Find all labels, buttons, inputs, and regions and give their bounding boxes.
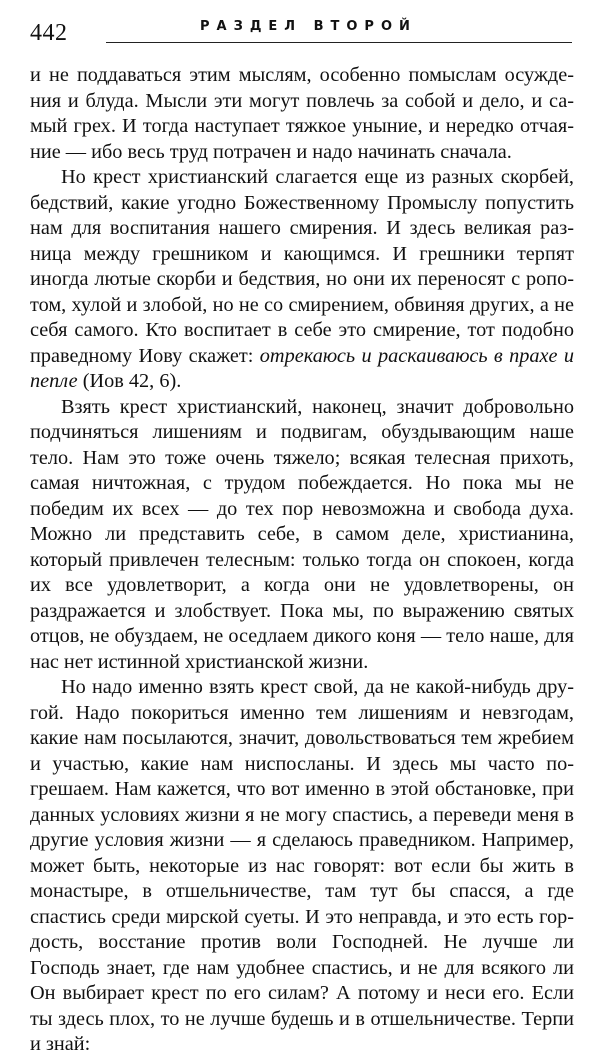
paragraph-1: и не поддаваться этим мыслям, особенно помыслам осуждения и блуда. Мысли эти могут повлечь за собой и дело, и самый грех. И тогда наступает тяжкое уныние, и нередко отчаяние — ибо весь труд потрачен и надо начинать сначала. (30, 64, 574, 163)
section-title: РАЗДЕЛ ВТОРОЙ (200, 19, 417, 34)
scripture-quote: отрекаюсь и раскаиваюсь в прахе и пепле (30, 344, 575, 392)
page-number: 442 (30, 20, 68, 46)
running-header (30, 15, 575, 51)
header-rule (106, 42, 572, 43)
paragraph-2-text: Но крест христианский слагается еще из разных скорбей, бедствий, какие угодно Божественному Промыслу попустить нам для воспитания нашего смирения. И здесь великая разница между грешником и кающимся. И грешники терпят иногда лютые скорби и бедствия, но они их переносят с ропотом, хулой и злобой, но не со смирением, обвиняя других, а не себя самого. Кто воспитает в себе это смирение, тот подобно праведному Иову скажет: (30, 166, 574, 367)
scripture-reference: (Иов 42, 6). (77, 370, 182, 392)
paragraph-4: Но надо именно взять крест свой, да не какой-нибудь другой. Надо покориться именно тем лишениям и невзгодам, какие нам посылаются, значит, довольствоваться тем жребием и участью, какие нам ниспосланы. И здесь мы часто погрешаем. Нам кажется, что вот именно в этой обстановке, при данных условиях жизни я не могу спастись, а переведи меня в другие условия жизни — я сделаюсь праведником. Например, может быть, некоторые из нас говорят: вот если бы жить в монастыре, в отшельничестве, там тут бы спасся, а где спастись среди мирской суеты. И это неправда, и это есть гордость, восстание против воли Господней. Не лучше ли Господь знает, где нам удобнее спастись, и не для всякого ли Он выбирает крест по его силам? А потому и неси его. Если ты здесь плох, то не лучше будешь и в отшельничестве. Терпи и знай: (30, 676, 574, 1055)
paragraph-3: Взять крест христианский, наконец, значит добровольно подчиняться лишениям и подвигам, обуздывающим наше тело. Нам это тоже очень тяжело; всякая телесная прихоть, самая ничтожная, с трудом побеждается. Но пока мы не победим их всех — до тех пор невозможна и свобода духа. Можно ли представить себе, в самом деле, христианина, который привлечен телесным: только тогда он спокоен, когда их все удовлетворит, а когда они не удовлетворены, он раздражается и злобствует. Пока мы, по выражению святых отцов, не обуздаем, не оседлаем дикого коня — тело наше, для нас нет истинной христианской жизни. (30, 395, 574, 673)
paragraph-2 (30, 165, 574, 395)
body-text (30, 63, 574, 1058)
